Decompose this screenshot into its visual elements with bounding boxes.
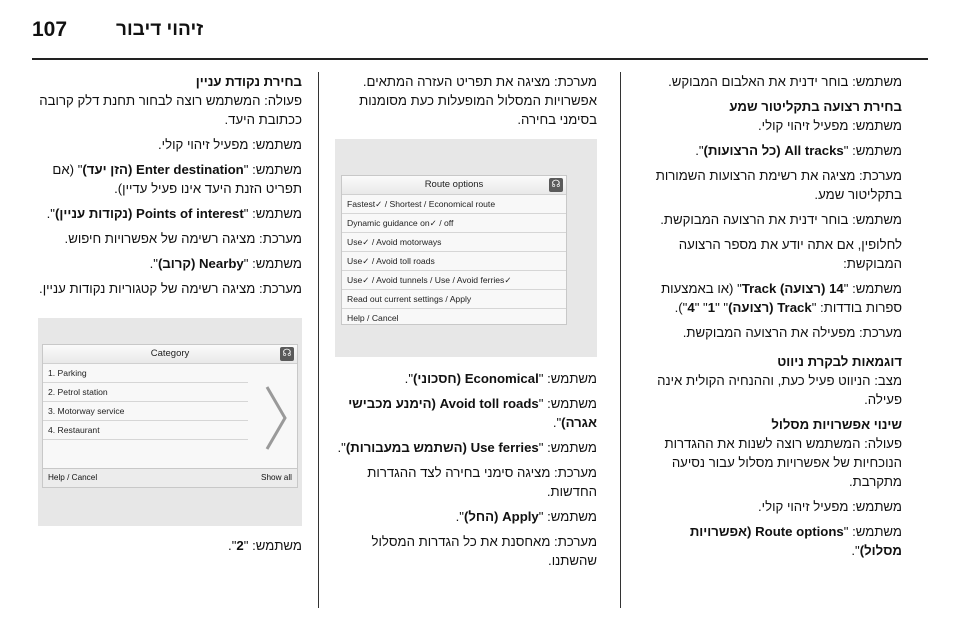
display-screen [341,175,567,325]
paragraph: משתמש: "Route options (אפשרויות מסלול)". [689,524,902,558]
command-text: Enter destination (הזן יעד) [82,162,244,177]
paragraph: משתמש: בוחר ידנית את הרצועה המבוקשת. [660,212,902,227]
command-text: 1 [707,300,716,315]
menu-row: Use✓ / Avoid toll roads [342,252,566,271]
menu-row: 4. Restaurant [43,421,248,440]
section-heading: בחירת נקודת עניין [195,74,302,89]
paragraph: פעולה: המשתמש רוצה לשנות את ההגדרות הנוכחיות של אפשרויות מסלול עבור נסיעה מתקרבת. [664,436,902,489]
paragraph: משתמש: מפעיל זיהוי קולי. [158,137,302,152]
command-text: 2 [236,538,244,553]
middle-column [335,72,597,576]
screen-title: Category [43,345,297,364]
paragraph: מערכת: מציגה רשימה של קטגוריות נקודות עניין. [39,281,302,296]
command-text: Route options (אפשרויות מסלול) [689,524,902,558]
command-text: Economical (חסכוני) [413,371,539,386]
menu-row: Fastest✓ / Shortest / Economical route [342,195,566,214]
command-text: 4 [687,300,695,315]
paragraph: משתמש: "Apply (החל)". [455,509,597,524]
paragraph: משתמש: "Nearby (קרוב)". [149,256,302,271]
paragraph: משתמש: מפעיל זיהוי קולי. [758,499,902,514]
paragraph: משתמש: "Economical (חסכוני)". [404,371,597,386]
speech-icon: ☊ [549,178,563,192]
paragraph: משתמש: "Enter destination (הזן יעד)" (אם תפריט הזנת היעד אינו פעיל עדיין). [52,162,302,196]
softkey-show-all: Show all [261,473,292,482]
command-text: Nearby (קרוב) [157,256,244,271]
menu-row: Use✓ / Avoid tunnels / Use / Avoid ferries✓ [342,271,566,290]
route-options-screenshot [335,139,597,357]
softkey-bar [43,468,297,487]
paragraph: לחלופין, אם אתה יודע את מספר הרצועה המבוקשת: [678,237,902,271]
menu-row: Read out current settings / Apply [342,290,566,309]
screen-title: Route options [342,176,566,195]
paragraph: מערכת: מציגה את רשימת הרצועות השמורות בתקליטור שמע. [655,168,902,202]
category-screenshot [38,318,302,526]
header-rule [32,58,928,60]
page-number: 107 [32,18,68,41]
menu-row: 1. Parking [43,364,248,383]
paragraph: מערכת: מציגה רשימה של אפשרויות חיפוש. [64,231,302,246]
command-text: 14 (רצועה) Track [741,281,844,296]
paragraph: מערכת: מאחסנת את כל הגדרות המסלול שהשתנו. [371,534,597,568]
menu-row: Dynamic guidance on✓ / off [342,214,566,233]
menu-row: 2. Petrol station [43,383,248,402]
paragraph: משתמש: "Avoid toll roads (הימנע מכבישי אגרה)". [348,396,597,430]
column-divider [620,72,621,608]
right-column [640,72,902,566]
column-divider [318,72,319,608]
section-heading: שינוי אפשרויות מסלול [771,417,902,432]
section-heading: בחירת רצועה בתקליטור שמע [729,99,902,114]
command-text: Avoid toll roads (הימנע מכבישי אגרה) [348,396,597,430]
paragraph: מצב: הניווט פעיל כעת, וההנחיה הקולית אינה פעילה. [657,373,902,407]
softkey-help-cancel: Help / Cancel [48,473,98,482]
running-title: זיהוי דיבור [116,19,204,40]
paragraph: משתמש: "Points of interest (נקודות עניין)". [46,206,302,221]
paragraph: מערכת: מציגה סימני בחירה לצד ההגדרות החדשות. [367,465,597,499]
menu-row: 3. Motorway service [43,402,248,421]
left-column [38,72,302,561]
page-header [0,0,960,62]
command-text: All tracks (כל הרצועות) [703,143,844,158]
command-text: Apply (החל) [463,509,539,524]
menu-row: Use✓ / Avoid motorways [342,233,566,252]
paragraph: משתמש: "2". [228,538,302,553]
command-text: Use ferries (השתמש במעבורות) [345,440,539,455]
menu-row: Help / Cancel [347,313,399,323]
command-text: Points of interest (נקודות עניין) [55,206,244,221]
paragraph: פעולה: המשתמש רוצה לבחור תחנת דלק קרובה ככתובת היעד. [39,93,302,127]
paragraph: מערכת: מפעילה את הרצועה המבוקשת. [682,325,902,340]
paragraph: משתמש: בוחר ידנית את האלבום המבוקש. [668,74,902,89]
section-heading: דוגמאות לבקרת ניווט [777,354,902,369]
paragraph: משתמש: "Use ferries (השתמש במעבורות)". [337,440,597,455]
paragraph: משתמש: מפעיל זיהוי קולי. [758,118,902,133]
speech-icon: ☊ [280,347,294,361]
display-screen [42,344,298,488]
paragraph: משתמש: "14 (רצועה) Track" (או באמצעות ספרות בודדות: "Track (רצועה)" "1" "4"). [661,281,902,315]
paragraph: משתמש: "All tracks (כל הרצועות)". [695,143,902,158]
command-text: Track (רצועה) [728,300,812,315]
paragraph: מערכת: מציגה את תפריט העזרה המתאים. אפשרויות המסלול המופעלות כעת מסומנות בסימני בחירה. [359,74,597,127]
chevron-right-icon [263,383,289,453]
